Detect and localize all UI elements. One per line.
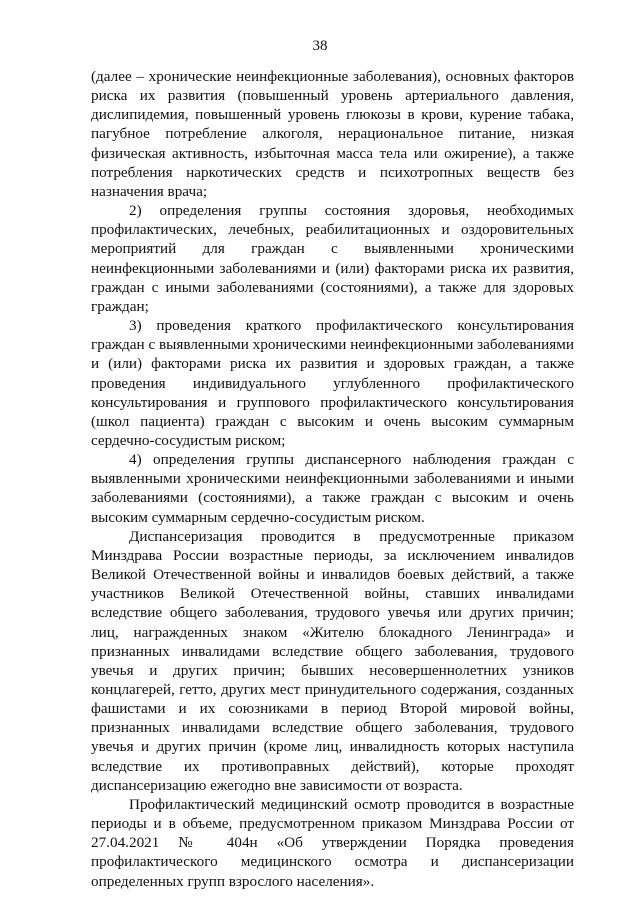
paragraph-dispanserization: Диспансеризация проводится в предусмотренные приказом Минздрава России возрастные периоды, за исключением инвалидов Великой Отечественной войны и инвалидов боевых действий, а также участников Великой Отечественной войны, ставших инвалидами вследствие общего заболевания, трудового увечья или других причин; лиц, награжденных знаком «Жителю блокадного Ленинграда» и признанных инвалидами вследствие общего заболевания, трудового увечья и других причин; бывших несовершеннолетних узников концлагерей, гетто, других мест принудительного содержания, созданных фашистами и их союзниками в период Второй мировой войны, признанных инвалидами вследствие общего заболевания, трудового увечья и других причин (кроме лиц, инвалидность которых наступила вследствие их противоправных действий), которые проходят диспансеризацию ежегодно вне зависимости от возраста. [91,527,574,794]
paragraph-continuation: (далее – хронические неинфекционные заболевания), основных факторов риска их развития (повышенный уровень артериального давления, дислипидемия, повышенный уровень глюкозы в крови, курение табака, пагубное потребление алкоголя, нерациональное питание, низкая физическая активность, избыточная масса тела или ожирение), а также потребления наркотических средств и психотропных веществ без назначения врача; [91,68,574,200]
paragraph-item-3: 3) проведения краткого профилактического консультирования граждан с выявленными хроническими неинфекционными заболеваниями и (или) факторами риска их развития и здоровых граждан, а также проведения индивидуального углубленного профилактического консультирования и группового профилактического консультирования (школ пациента) граждан с высоким и очень высоким суммарным сердечно-сосудистым риском; [91,317,575,449]
paragraph-item-2: 2) определения группы состояния здоровья, необходимых профилактических, лечебных, реабилитационных и оздоровительных мероприятий для граждан с выявленными хроническими неинфекционными заболеваниями и (или) факторами риска их развития, граждан с иными заболеваниями (состояниями), а также для здоровых граждан; [91,202,574,315]
page-number: 38 [312,38,328,54]
paragraph-preventive-exam: Профилактический медицинский осмотр проводится в возрастные периоды и в объеме, предусмотренном приказом Минздрава России от 27.04.2021 № 404н «Об утверждении Порядка проведения профилактического медицинского осмотра и диспансеризации определенных групп взрослого населения». [91,795,574,890]
document-body [91,67,574,891]
paragraph-item-4: 4) определения группы диспансерного наблюдения граждан с выявленными хроническими неинфекционными заболеваниями и иными заболеваниями (состояниями), а также граждан с высоким и очень высоким суммарным сердечно-сосудистым риском. [91,451,574,526]
